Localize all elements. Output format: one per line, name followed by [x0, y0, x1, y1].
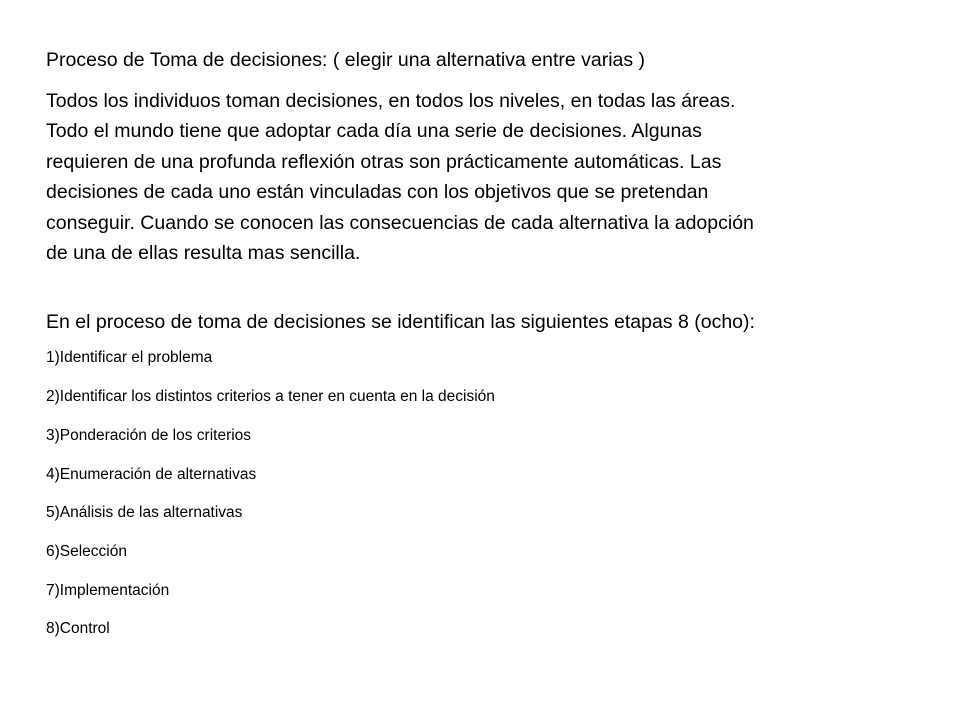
slide-title: Proceso de Toma de decisiones: ( elegir una alternativa entre varias ): [46, 49, 646, 71]
step-item: 6)Selección: [46, 542, 127, 560]
step-item: 3)Ponderación de los criterios: [46, 426, 252, 444]
paragraph-line: decisiones de cada uno están vinculadas con los objetivos que se pretendan: [46, 181, 709, 204]
paragraph-line: requieren de una profunda reflexión otras son prácticamente automáticas. Las: [46, 150, 722, 173]
step-item: 5)Análisis de las alternativas: [46, 504, 243, 522]
slide-content: [46, 46, 926, 658]
paragraph-line: Todos los individuos toman decisiones, en todos los niveles, en todas las áreas.: [46, 90, 736, 112]
paragraph-line: conseguir. Cuando se conocen las consecuencias de cada alternativa la adopción: [46, 211, 754, 234]
step-item: 4)Enumeración de alternativas: [46, 465, 257, 483]
paragraph-line: Todo el mundo tiene que adoptar cada día una serie de decisiones. Algunas: [46, 120, 702, 143]
step-item: 1)Identificar el problema: [46, 349, 213, 367]
body-paragraph: [46, 86, 926, 268]
step-item: 7)Implementación: [46, 581, 170, 599]
step-item: 8)Control: [46, 620, 110, 638]
steps-intro: En el proceso de toma de decisiones se identifican las siguientes etapas 8 (ocho):: [46, 311, 755, 334]
paragraph-line: de una de ellas resulta mas sencilla.: [46, 242, 361, 265]
steps-list: [46, 348, 926, 639]
step-item: 2)Identificar los distintos criterios a tener en cuenta en la decisión: [46, 388, 495, 406]
